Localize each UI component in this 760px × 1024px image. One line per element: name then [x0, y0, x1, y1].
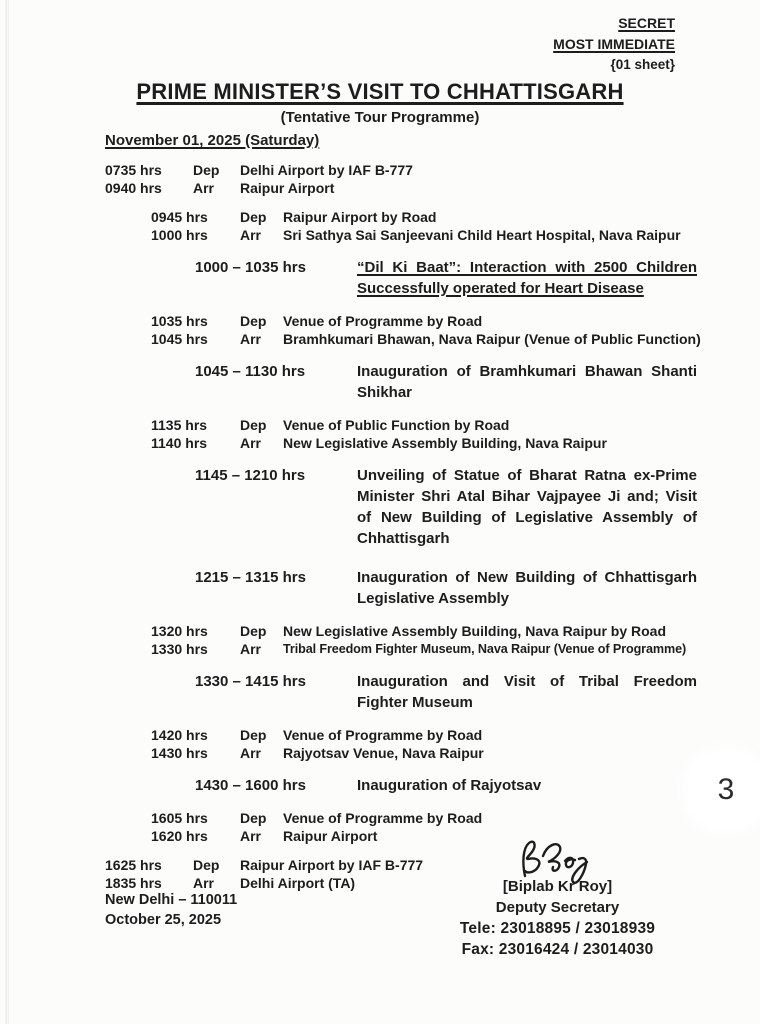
footer-place-date [105, 890, 237, 930]
schedule-row [151, 416, 760, 434]
location: Venue of Programme by Road [283, 727, 483, 743]
movement-type: Arr [240, 828, 262, 844]
travel-group [0, 312, 760, 348]
location: Delhi Airport by IAF B-777 [240, 162, 413, 178]
signature-scrawl-icon [503, 836, 613, 888]
event-row [0, 465, 760, 549]
movement-type: Arr [240, 331, 262, 347]
schedule-row [151, 330, 760, 348]
schedule-list [0, 149, 760, 892]
event-row [0, 775, 760, 796]
event-description: Inauguration of Bramhkumari Bhawan Shanti Shikhar [357, 363, 697, 401]
scan-edge-artifact [5, 0, 10, 1024]
time: 1135 hrs [151, 417, 208, 433]
location: Raipur Airport by IAF B-777 [240, 857, 424, 873]
movement-type: Arr [240, 227, 262, 243]
time: 1605 hrs [151, 810, 208, 826]
schedule-row [151, 809, 760, 827]
movement-type: Dep [240, 623, 267, 639]
travel-group [0, 726, 760, 762]
schedule-row [151, 208, 760, 226]
movement-type: Dep [240, 209, 267, 225]
time: 0940 hrs [105, 180, 162, 196]
event-row [0, 671, 760, 713]
time: 1430 hrs [151, 745, 208, 761]
time: 1035 hrs [151, 313, 208, 329]
priority-stamp: MOST IMMEDIATE [553, 36, 675, 52]
date-heading: November 01, 2025 (Saturday) [105, 132, 320, 149]
schedule-row [151, 434, 760, 452]
movement-type: Dep [240, 810, 267, 826]
schedule-row [151, 312, 760, 330]
signatory-designation: Deputy Secretary [495, 899, 620, 916]
fax-numbers: Fax: 23016424 / 23014030 [461, 941, 654, 958]
event-time-range: 1145 – 1210 hrs [195, 467, 306, 484]
movement-type: Arr [240, 435, 262, 451]
time: 0735 hrs [105, 162, 162, 178]
time: 1320 hrs [151, 623, 208, 639]
travel-group [0, 161, 760, 197]
location: Venue of Public Function by Road [283, 417, 510, 433]
document-title: PRIME MINISTER’S VISIT TO CHHATTISGARH [136, 79, 624, 104]
movement-type: Arr [193, 875, 215, 891]
movement-type: Dep [240, 417, 267, 433]
time: 1140 hrs [151, 435, 208, 451]
travel-group [0, 622, 760, 658]
location: Sri Sathya Sai Sanjeevani Child Heart Hospital, Nava Raipur [283, 227, 681, 243]
event-time-range: 1000 – 1035 hrs [195, 259, 306, 276]
location: Raipur Airport by Road [283, 209, 437, 225]
time: 1625 hrs [105, 857, 162, 873]
schedule-row [105, 179, 760, 197]
time: 0945 hrs [151, 209, 208, 225]
schedule-row [151, 226, 760, 244]
location: Raipur Airport [240, 180, 335, 196]
movement-type: Dep [240, 727, 267, 743]
schedule-row [151, 744, 760, 762]
page-number-text: 3 [717, 773, 735, 806]
time: 1835 hrs [105, 875, 162, 891]
event-description: Unveiling of Statue of Bharat Ratna ex-Prime Minister Shri Atal Bihar Vajpayee Ji and; Visit of New Building of Legislative Assembly of Chhattisgarh [357, 467, 697, 547]
event-time-range: 1430 – 1600 hrs [195, 777, 306, 794]
time: 1045 hrs [151, 331, 208, 347]
time: 1420 hrs [151, 727, 208, 743]
location: Bramhkumari Bhawan, Nava Raipur (Venue of Public Function) [283, 331, 701, 347]
location: Venue of Programme by Road [283, 810, 483, 826]
document-subtitle: (Tentative Tour Programme) [280, 109, 480, 126]
event-time-range: 1215 – 1315 hrs [195, 569, 306, 586]
event-row [0, 361, 760, 403]
location: Tribal Freedom Fighter Museum, Nava Raipur (Venue of Programme) [283, 642, 687, 656]
time: 1620 hrs [151, 828, 208, 844]
classification-stamp: SECRET [618, 15, 675, 31]
event-row [0, 257, 760, 299]
travel-group [0, 208, 760, 244]
movement-type: Arr [240, 641, 262, 657]
issue-place: New Delhi – 110011 [105, 892, 238, 908]
issue-date: October 25, 2025 [105, 912, 222, 928]
travel-group [0, 416, 760, 452]
movement-type: Dep [193, 857, 220, 873]
location: Raipur Airport [283, 828, 378, 844]
sheet-count: {01 sheet} [610, 57, 675, 72]
telephone-numbers: Tele: 23018895 / 23018939 [459, 920, 656, 937]
movement-type: Dep [193, 162, 220, 178]
event-description: Inauguration of Rajyotsav [357, 777, 542, 794]
event-description: Inauguration and Visit of Tribal Freedom Fighter Museum [357, 673, 697, 711]
movement-type: Arr [240, 745, 262, 761]
schedule-row [151, 622, 760, 640]
event-time-range: 1330 – 1415 hrs [195, 673, 306, 690]
event-time-range: 1045 – 1130 hrs [195, 363, 306, 380]
location: Venue of Programme by Road [283, 313, 483, 329]
event-description: “Dil Ki Baat”: Interaction with 2500 Children Successfully operated for Heart Disease [357, 259, 697, 297]
signatory-name: [Biplab Kr Roy] [502, 878, 613, 895]
schedule-row [151, 640, 760, 658]
schedule-row [105, 161, 760, 179]
time: 1330 hrs [151, 641, 208, 657]
location: New Legislative Assembly Building, Nava Raipur [283, 435, 607, 451]
event-description: Inauguration of New Building of Chhattisgarh Legislative Assembly [357, 569, 697, 607]
location: Rajyotsav Venue, Nava Raipur [283, 745, 484, 761]
time: 1000 hrs [151, 227, 208, 243]
event-row [0, 567, 760, 609]
location: Delhi Airport (TA) [240, 875, 356, 891]
header-stamps [0, 0, 760, 74]
page-number [692, 755, 760, 825]
movement-type: Dep [240, 313, 267, 329]
movement-type: Arr [193, 180, 215, 196]
schedule-row [151, 726, 760, 744]
location: New Legislative Assembly Building, Nava Raipur by Road [283, 623, 667, 639]
signature-block [425, 836, 690, 960]
